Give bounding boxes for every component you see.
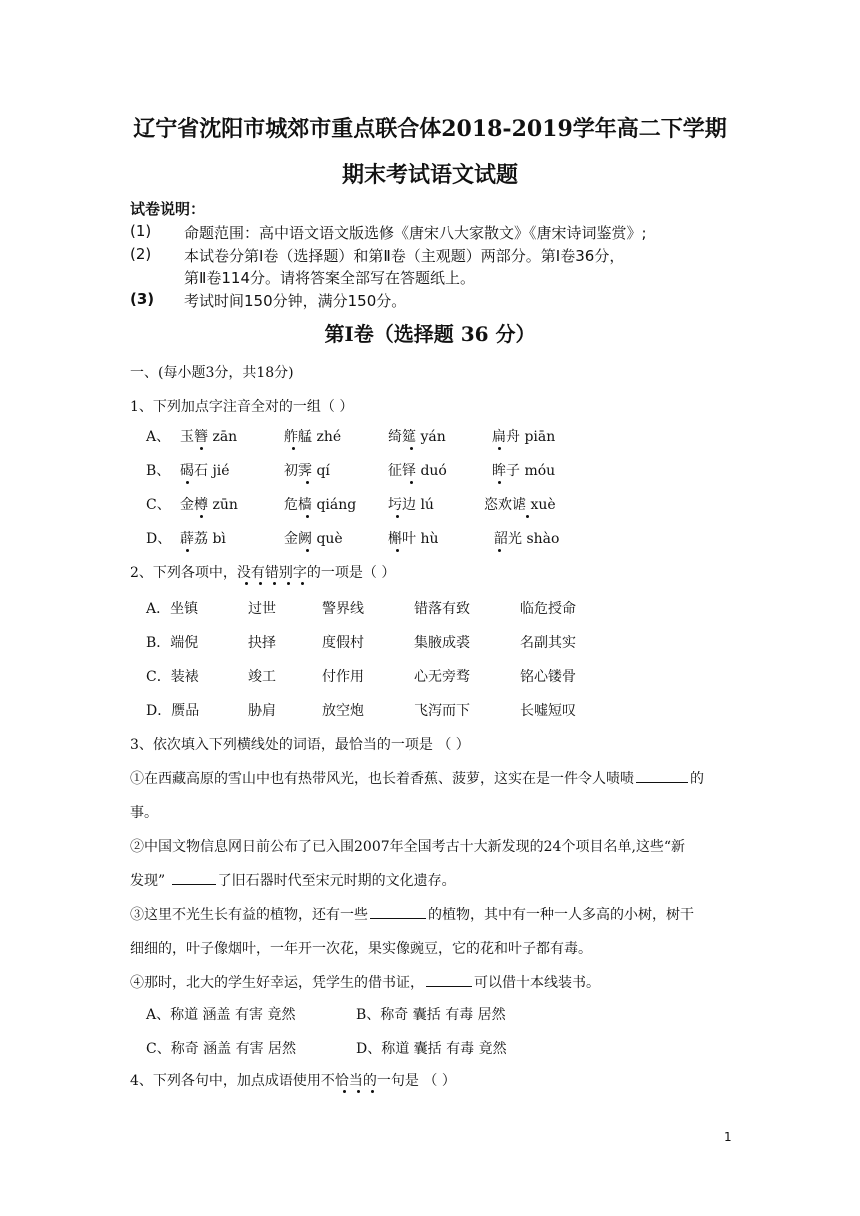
section1-part-intro: 一、(每小题3分，共18分) <box>130 365 294 381</box>
q3-blank-2 <box>172 870 216 885</box>
q3-sentence-3: ③这里不光生长有益的植物，还有一些 的植物，其中有一种一人多高的小树，树干 <box>130 904 694 924</box>
q3-option-d: D、称道 囊括 有毒 竟然 <box>356 1041 507 1057</box>
instruction-text-2: 本试卷分第Ⅰ卷（选择题）和第Ⅱ卷（主观题）两部分。第Ⅰ卷36分， <box>184 247 625 265</box>
q1-d-4: 韶光 shào <box>494 531 560 547</box>
q2-b-4: 集腋成裘 <box>414 635 470 651</box>
q2-a-1: A．坐镇 <box>146 601 199 617</box>
q1-a-label: A、 <box>146 429 171 445</box>
q2-a-4: 错落有致 <box>414 601 470 617</box>
section1-title: 第Ⅰ卷（选择题 36 分） <box>324 322 536 346</box>
q2-a-5: 临危授命 <box>520 601 576 617</box>
q2-stem: 2、下列各项中，没有错别字的一项是（ ） <box>130 565 396 581</box>
q1-d-1: 薜荔 bì <box>180 531 226 547</box>
q2-c-2: 竣工 <box>248 669 276 685</box>
q1-c-4: 恣欢谑 xuè <box>484 497 556 513</box>
instruction-num-1: (1) <box>130 222 152 240</box>
q3-option-a: A、称道 涵盖 有害 竟然 <box>146 1007 296 1023</box>
q4-stem-emphasis: 不恰当 <box>320 1073 363 1089</box>
q1-c-3: 圬边 lú <box>388 497 434 513</box>
q2-c-1: C．装裱 <box>146 669 199 685</box>
q1-d-2: 金阙 què <box>284 531 343 547</box>
q1-c-1: 金樽 zūn <box>180 497 238 513</box>
q1-b-4: 眸子 móu <box>492 463 556 479</box>
q2-a-2: 过世 <box>248 601 276 617</box>
q1-b-label: B、 <box>146 463 171 479</box>
q1-d-label: D、 <box>146 531 172 547</box>
q2-d-5: 长嘘短叹 <box>520 703 576 719</box>
q1-c-label: C、 <box>146 497 171 513</box>
q2-a-3: 警界线 <box>322 601 364 617</box>
q1-a-4: 扁舟 piān <box>492 429 556 445</box>
instruction-num-3: (3) <box>130 290 155 308</box>
q2-c-3: 付作用 <box>322 669 364 685</box>
q3-option-c: C、称奇 涵盖 有害 居然 <box>146 1041 297 1057</box>
q2-c-4: 心无旁骛 <box>414 669 470 685</box>
q1-b-2: 初霁 qí <box>284 463 330 479</box>
instruction-text-2-cont: 第Ⅱ卷114分。请将答案全部写在答题纸上。 <box>184 269 476 287</box>
q3-blank-1 <box>636 768 688 783</box>
q3-sentence-2: ②中国文物信息网日前公布了已入围2007年全国考古十大新发现的24个项目名单,这些“新 <box>130 839 686 855</box>
q2-c-5: 铭心镂骨 <box>520 669 576 685</box>
q1-a-1: 玉簪 zān <box>180 429 238 445</box>
q1-b-3: 征铎 duó <box>388 463 447 479</box>
q2-stem-emphasis: 没有错别字 <box>236 565 307 581</box>
instruction-text-1: 命题范围：高中语文语文版选修《唐宋八大家散文》《唐宋诗词鉴赏》; <box>184 224 647 242</box>
page-number: 1 <box>724 1130 732 1144</box>
q2-d-1: D．赝品 <box>146 703 200 719</box>
document-title-line2: 期末考试语文试题 <box>341 162 518 188</box>
q2-d-2: 胁肩 <box>248 703 276 719</box>
instructions-heading: 试卷说明： <box>130 200 206 218</box>
q3-sentence-2-cont: 发现” 了旧石器时代至宋元时期的文化遗存。 <box>130 870 456 890</box>
q3-sentence-1-cont: 事。 <box>130 805 158 821</box>
q3-sentence-1: ①在西藏高原的雪山中也有热带风光，也长着香蕉、菠萝，这实在是一件令人啧啧 的 <box>130 768 704 788</box>
q3-blank-3 <box>370 904 426 919</box>
q2-d-3: 放空炮 <box>322 703 364 719</box>
q1-a-3: 绮筵 yán <box>388 429 446 445</box>
instruction-num-2: (2) <box>130 245 152 263</box>
q2-b-2: 抉择 <box>248 635 276 651</box>
q3-sentence-4: ④那时，北大的学生好幸运，凭学生的借书证， 可以借十本线装书。 <box>130 972 600 992</box>
q3-blank-4 <box>426 972 472 987</box>
q2-b-3: 度假村 <box>322 635 364 651</box>
q1-b-1: 碣石 jié <box>180 463 230 479</box>
q2-b-5: 名副其实 <box>520 635 576 651</box>
document-title-line1: 辽宁省沈阳市城郊市重点联合体2018-2019学年高二下学期 <box>133 116 727 142</box>
q1-d-3: 槲叶 hù <box>388 531 439 547</box>
instruction-text-3: 考试时间150分钟，满分150分。 <box>184 292 407 310</box>
q1-a-2: 舴艋 zhé <box>284 429 342 445</box>
q3-stem: 3、依次填入下列横线处的词语，最恰当的一项是 （ ） <box>130 737 470 753</box>
q2-b-1: B．端倪 <box>146 635 199 651</box>
q4-stem: 4、下列各句中，加点成语使用不恰当的一句是 （ ） <box>130 1073 456 1089</box>
q3-sentence-3-cont: 细细的，叶子像烟叶，一年开一次花，果实像豌豆，它的花和叶子都有毒。 <box>130 941 592 957</box>
q3-option-b: B、称奇 囊括 有毒 居然 <box>356 1007 506 1023</box>
q1-stem: 1、下列加点字注音全对的一组（ ） <box>130 399 354 415</box>
q1-c-2: 危樯 qiáng <box>284 497 357 513</box>
q2-d-4: 飞泻而下 <box>414 703 470 719</box>
